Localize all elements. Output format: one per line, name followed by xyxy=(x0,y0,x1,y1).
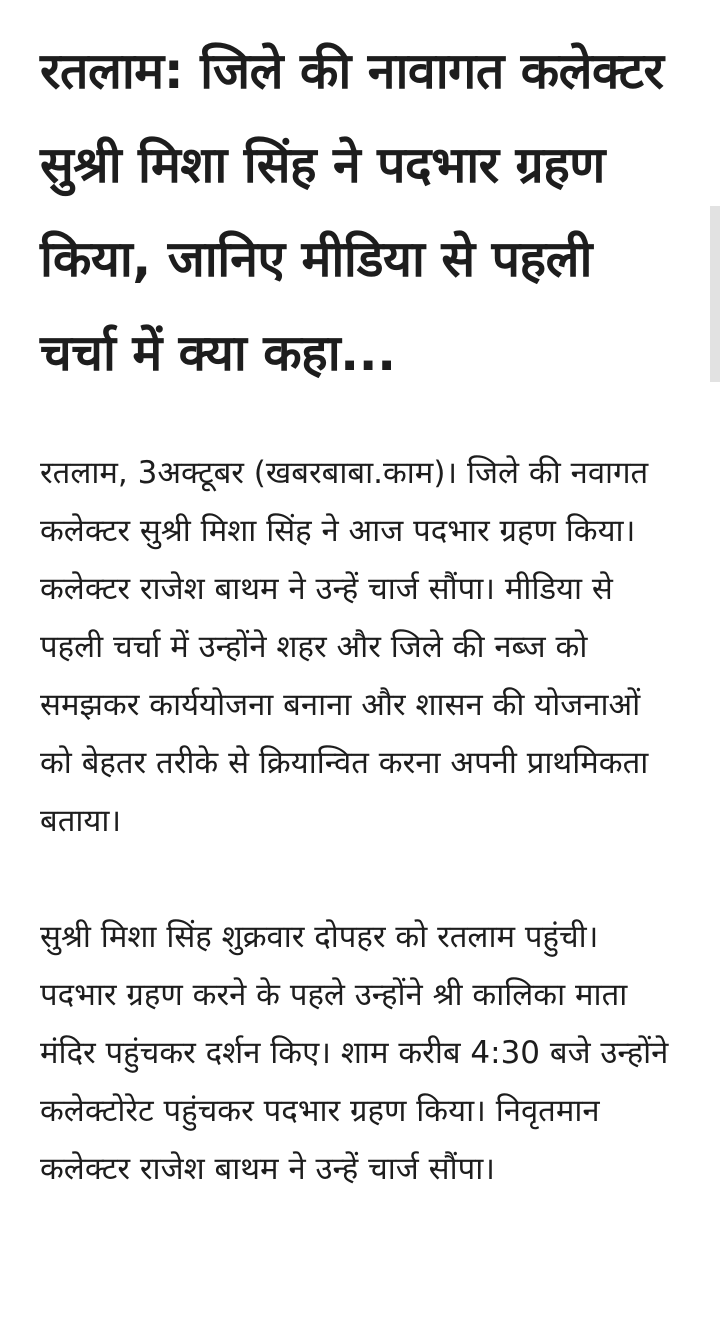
article-headline: रतलाम: जिले की नावागत कलेक्टर सुश्री मिशा सिंह ने पदभार ग्रहण किया, जानिए मीडिया से पहली चर्चा में क्या कहा... xyxy=(40,42,664,382)
scrollbar-thumb[interactable] xyxy=(710,206,720,382)
article-paragraph-2: सुश्री मिशा सिंह शुक्रवार दोपहर को रतलाम पहुंची। पदभार ग्रहण करने के पहले उन्होंने श्री कालिका माता मंदिर पहुंचकर दर्शन किए। शाम करीब 4:30 बजे उन्होंने कलेक्टोरेट पहुंचकर पदभार ग्रहण किया। निवृतमान कलेक्टर राजेश बाथम ने उन्हें चार्ज सौंपा। xyxy=(40,919,669,1187)
article-paragraph-1: रतलाम, 3अक्टूबर (खबरबाबा.काम)। जिले की नवागत कलेक्टर सुश्री मिशा सिंह ने आज पदभार ग्रहण किया। कलेक्टर राजेश बाथम ने उन्हें चार्ज सौंपा। मीडिया से पहली चर्चा में उन्होंने शहर और जिले की नब्ज को समझकर कार्ययोजना बनाना और शासन की योजनाओं को बेहतर तरीके से क्रियान्वित करना अपनी प्राथमिकता बताया। xyxy=(40,455,649,839)
article xyxy=(40,24,680,1198)
